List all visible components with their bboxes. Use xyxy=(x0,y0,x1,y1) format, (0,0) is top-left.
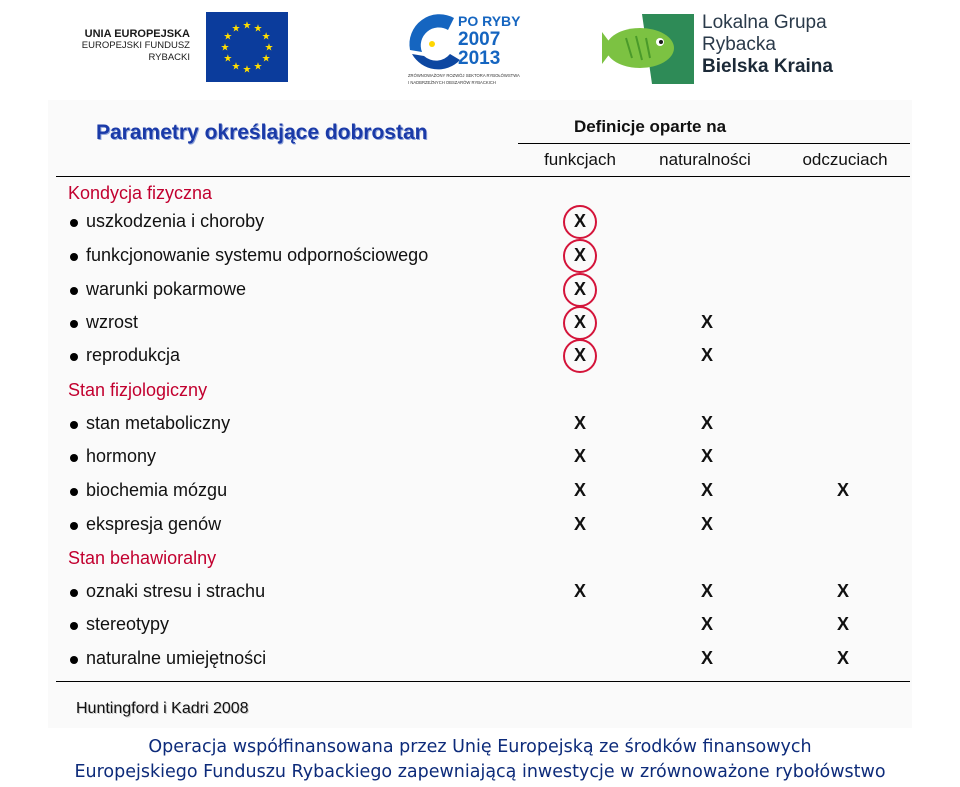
lgr-logo xyxy=(596,8,846,88)
highlight-circle xyxy=(563,239,597,273)
po-ryby-line-2: 2007 xyxy=(458,29,501,50)
mark-funkcjach: X xyxy=(573,413,586,433)
green-fish-icon xyxy=(602,14,694,84)
footer-line-2: Europejskiego Funduszu Rybackiego zapewniającą inwestycje w zrównoważone rybołówstwo xyxy=(74,762,886,782)
criterion-label: stereotypy xyxy=(86,614,170,634)
highlight-circle xyxy=(563,205,597,239)
mark-naturalnosci: X xyxy=(700,345,713,365)
bullet-icon xyxy=(70,656,78,664)
mark-naturalnosci: X xyxy=(700,312,713,332)
lgr-line-2: Rybacka xyxy=(702,34,776,55)
mark-odczuciach: X xyxy=(836,614,849,634)
eu-star-icon: ★ xyxy=(242,20,252,32)
mark-funkcjach: X xyxy=(573,446,586,466)
table-divider-bottom xyxy=(56,681,910,682)
bullet-icon xyxy=(70,488,78,496)
eu-logo-text xyxy=(70,28,190,64)
bullet-icon xyxy=(70,219,78,227)
eu-star-icon: ★ xyxy=(220,42,230,54)
mark-naturalnosci: X xyxy=(700,446,713,466)
criterion-label: warunki pokarmowe xyxy=(86,279,247,299)
mark-naturalnosci: X xyxy=(700,480,713,500)
criterion-label: reprodukcja xyxy=(86,345,181,365)
highlight-circle xyxy=(563,273,597,307)
citation: Huntingford i Kadri 2008 xyxy=(76,700,249,717)
highlight-circle xyxy=(563,306,597,340)
eu-flag-icon xyxy=(206,12,288,82)
mark-naturalnosci: X xyxy=(700,413,713,433)
definitions-header: Definicje oparte na xyxy=(573,117,727,136)
lgr-logo-text xyxy=(702,12,833,78)
po-ryby-logo xyxy=(402,8,521,88)
mark-funkcjach: X xyxy=(573,211,586,231)
slide-title: Parametry określające dobrostan xyxy=(96,121,428,144)
eu-star-icon: ★ xyxy=(231,61,241,73)
bullet-icon xyxy=(70,287,78,295)
eu-star-icon: ★ xyxy=(264,42,274,54)
eu-star-icon: ★ xyxy=(253,61,263,73)
mark-funkcjach: X xyxy=(573,581,586,601)
eu-star-icon: ★ xyxy=(223,53,233,65)
criterion-label: uszkodzenia i choroby xyxy=(86,211,265,231)
bullet-icon xyxy=(70,622,78,630)
criterion-label: oznaki stresu i strachu xyxy=(86,581,266,601)
po-ryby-line-1: PO RYBY xyxy=(458,13,521,29)
bullet-icon xyxy=(70,353,78,361)
eu-star-icon: ★ xyxy=(261,53,271,65)
mark-funkcjach: X xyxy=(573,480,586,500)
eu-logo-line-2: EUROPEJSKI FUNDUSZ xyxy=(81,40,190,51)
lgr-line-1: Lokalna Grupa xyxy=(702,12,827,33)
criterion-label: hormony xyxy=(86,446,157,466)
criterion-label: ekspresja genów xyxy=(86,514,222,534)
criterion-label: stan metaboliczny xyxy=(86,413,231,433)
highlight-circle xyxy=(563,339,597,373)
mark-funkcjach: X xyxy=(573,345,586,365)
mark-funkcjach: X xyxy=(573,279,586,299)
footer-line-1: Operacja współfinansowana przez Unię Europejską ze środków finansowych xyxy=(148,737,812,757)
mark-funkcjach: X xyxy=(573,514,586,534)
criterion-label: wzrost xyxy=(86,312,139,332)
bullet-icon xyxy=(70,421,78,429)
eu-star-icon: ★ xyxy=(261,31,271,43)
header-divider-bottom xyxy=(56,176,910,177)
po-ryby-tagline-2: I NADBRZEŻNYCH OBSZARÓW RYBACKICH xyxy=(408,80,496,85)
eu-star-icon: ★ xyxy=(242,64,252,76)
mark-naturalnosci: X xyxy=(700,581,713,601)
po-ryby-tagline-1: ZRÓWNOWAŻONY ROZWÓJ SEKTORA RYBOŁÓWSTWA xyxy=(408,73,520,78)
bullet-icon xyxy=(70,522,78,530)
category-heading: Kondycja fizyczna xyxy=(68,183,213,203)
header-divider-top xyxy=(518,143,910,144)
bullet-icon xyxy=(70,454,78,462)
bullet-icon xyxy=(70,253,78,261)
column-header-funkcjach: funkcjach xyxy=(544,150,616,169)
bullet-icon xyxy=(70,320,78,328)
po-ryby-line-3: 2013 xyxy=(458,48,501,69)
lgr-line-3: Bielska Kraina xyxy=(702,56,833,77)
eu-star-icon: ★ xyxy=(231,23,241,35)
eu-logo-line-1: UNIA EUROPEJSKA xyxy=(84,28,190,40)
column-header-odczuciach: odczuciach xyxy=(802,150,888,169)
fish-globe-icon xyxy=(409,14,460,69)
mark-funkcjach: X xyxy=(573,245,586,265)
mark-odczuciach: X xyxy=(836,581,849,601)
category-heading: Stan fizjologiczny xyxy=(68,380,208,400)
eu-logo-line-3: RYBACKI xyxy=(148,52,190,63)
eu-star-icon: ★ xyxy=(223,31,233,43)
category-heading: Stan behawioralny xyxy=(68,548,217,568)
bullet-icon xyxy=(70,589,78,597)
eu-logo xyxy=(56,10,296,84)
criterion-label: funkcjonowanie systemu odpornościowego xyxy=(86,245,429,265)
mark-naturalnosci: X xyxy=(700,648,713,668)
criterion-label: biochemia mózgu xyxy=(86,480,228,500)
eu-star-icon: ★ xyxy=(253,23,263,35)
mark-odczuciach: X xyxy=(836,480,849,500)
mark-odczuciach: X xyxy=(836,648,849,668)
mark-naturalnosci: X xyxy=(700,514,713,534)
mark-funkcjach: X xyxy=(573,312,586,332)
mark-naturalnosci: X xyxy=(700,614,713,634)
criterion-label: naturalne umiejętności xyxy=(86,648,267,668)
column-header-naturalnosci: naturalności xyxy=(659,150,751,169)
